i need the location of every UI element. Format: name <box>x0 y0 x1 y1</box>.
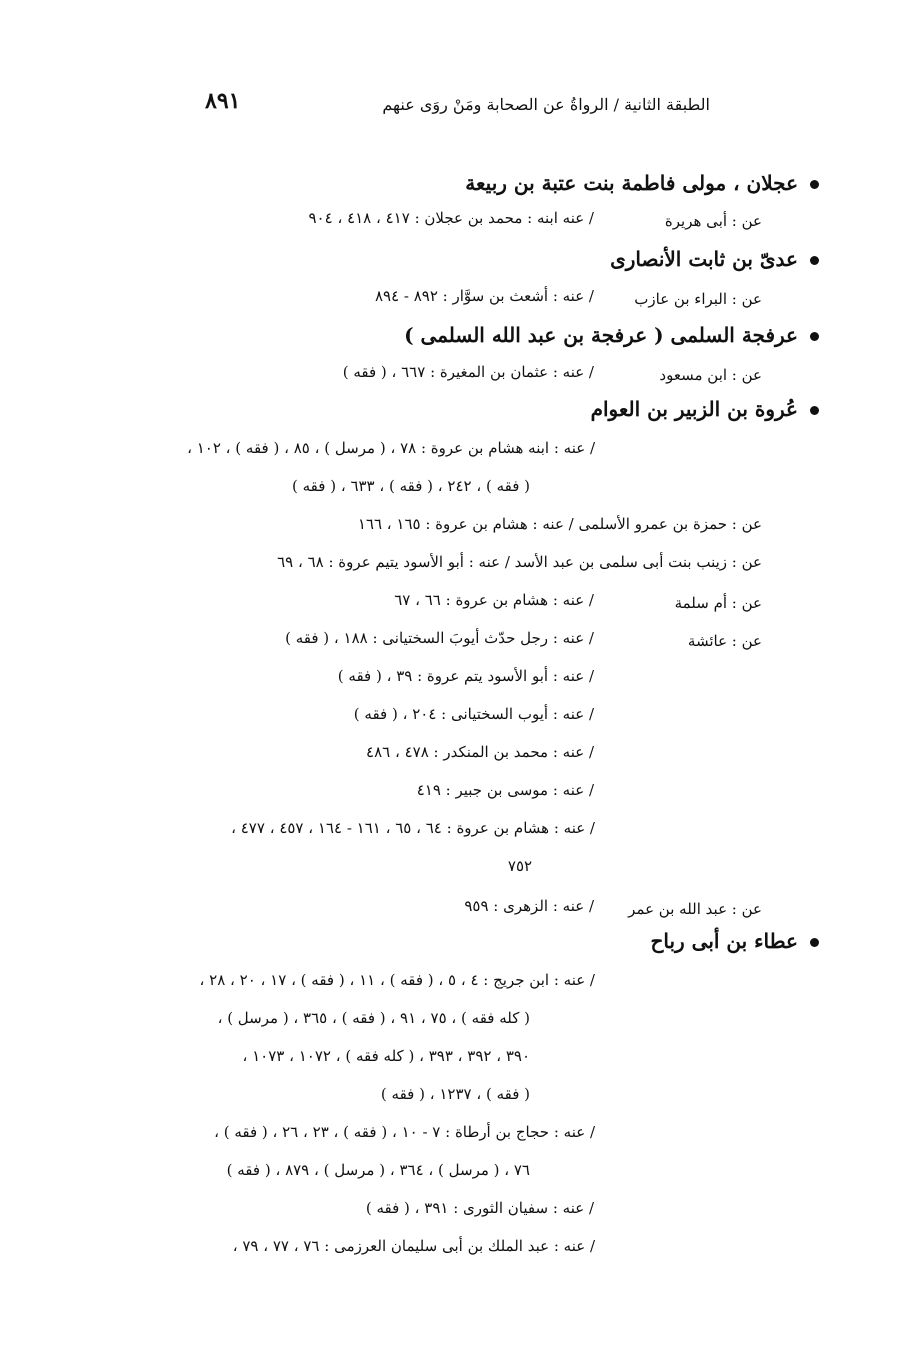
entry-name: عجلان ، مولى فاطمة بنت عتبة بن ربيعة <box>465 171 798 195</box>
entry-bullet <box>810 938 819 947</box>
page-number: ٨٩١ <box>205 88 241 114</box>
entry-name: عرفجة السلمى ( عرفجة بن عبد الله السلمى ) <box>404 323 798 347</box>
narrator-to: / عنه : موسى بن جبير : ٤١٩ <box>416 781 594 799</box>
running-title: الطبقة الثانية / الرواةُ عن الصحابة ومَنْ روَى عنهم <box>382 95 710 114</box>
entry-bullet <box>810 180 819 189</box>
narrator-to: ٧٦ ، ( مرسل ) ، ٣٦٤ ، ( مرسل ) ، ٨٧٩ ، ( فقه ) <box>226 1161 530 1179</box>
narrator-to: ٧٥٢ <box>507 857 533 875</box>
narrator-line: عن : زينب بنت أبى سلمى بن عبد الأسد / عنه : أبو الأسود يتيم عروة : ٦٨ ، ٦٩ <box>277 553 762 571</box>
narrator-from: عن : عبد الله بن عمر <box>628 900 762 918</box>
narrator-to: / عنه : أيوب السختيانى : ٢٠٤ ، ( فقه ) <box>353 705 594 723</box>
narrator-to: ( كله فقه ) ، ٧٥ ، ٩١ ، ( فقه ) ، ٣٦٥ ، ( مرسل ) ، <box>217 1009 530 1027</box>
entry-name: عطاء بن أبى رباح <box>650 929 798 953</box>
narrator-to: ( فقه ) ، ١٢٣٧ ، ( فقه ) <box>380 1085 530 1103</box>
narrator-to: / عنه : هشام بن عروة : ٦٦ ، ٦٧ <box>394 591 594 609</box>
narrator-to: / عنه : ابن جريج : ٤ ، ٥ ، ( فقه ) ، ١١ ، ( فقه ) ، ١٧ ، ٢٠ ، ٢٨ ، <box>199 971 595 989</box>
narrator-to: / عنه : الزهرى : ٩٥٩ <box>464 897 594 915</box>
narrator-to: / عنه : رجل حدّث أيوبَ السختيانى : ١٨٨ ، ( فقه ) <box>285 629 594 647</box>
narrator-to: / عنه : أبو الأسود يتم عروة : ٣٩ ، ( فقه ) <box>337 667 594 685</box>
narrator-to: / عنه : هشام بن عروة : ٦٤ ، ٦٥ ، ١٦١ - ١٦٤ ، ٤٥٧ ، ٤٧٧ ، <box>231 819 595 837</box>
narrator-to: / عنه : محمد بن المنكدر : ٤٧٨ ، ٤٨٦ <box>366 743 594 761</box>
narrator-from: عن : أم سلمة <box>674 594 762 612</box>
entry-bullet <box>810 332 819 341</box>
narrator-to: ( فقه ) ، ٢٤٢ ، ( فقه ) ، ٦٣٣ ، ( فقه ) <box>292 477 530 495</box>
narrator-to: / عنه : حجاج بن أرطاة : ٧ - ١٠ ، ( فقه ) ، ٢٣ ، ٢٦ ، ( فقه ) ، <box>214 1123 595 1141</box>
narrator-to: / عنه : عبد الملك بن أبى سليمان العرزمى : ٧٦ ، ٧٧ ، ٧٩ ، <box>232 1237 595 1255</box>
narrator-to: ٣٩٠ ، ٣٩٢ ، ٣٩٣ ، ( كله فقه ) ، ١٠٧٢ ، ١٠٧٣ ، <box>242 1047 530 1065</box>
entry-name: عدىّ بن ثابت الأنصارى <box>610 247 798 271</box>
entry-name: عُروة بن الزبير بن العوام <box>590 397 798 421</box>
entry-bullet <box>810 406 819 415</box>
narrator-line: عن : حمزة بن عمرو الأسلمى / عنه : هشام بن عروة : ١٦٥ ، ١٦٦ <box>357 515 762 533</box>
narrator-to: / عنه ابنه : محمد بن عجلان : ٤١٧ ، ٤١٨ ، ٩٠٤ <box>308 209 594 227</box>
narrator-to: / عنه : سفيان الثورى : ٣٩١ ، ( فقه ) <box>365 1199 594 1217</box>
narrator-to: / عنه : عثمان بن المغيرة : ٦٦٧ ، ( فقه ) <box>342 363 594 381</box>
narrator-from: عن : عائشة <box>687 632 762 650</box>
narrator-from: عن : أبى هريرة <box>664 212 762 230</box>
narrator-from: عن : ابن مسعود <box>659 366 762 384</box>
narrator-to: / عنه : ابنه هشام بن عروة : ٧٨ ، ( مرسل ) ، ٨٥ ، ( فقه ) ، ١٠٢ ، <box>187 439 595 457</box>
narrator-to: / عنه : أشعث بن سوَّار : ٨٩٢ - ٨٩٤ <box>374 287 594 305</box>
narrator-from: عن : البراء بن عازب <box>634 290 762 308</box>
entry-bullet <box>810 256 819 265</box>
